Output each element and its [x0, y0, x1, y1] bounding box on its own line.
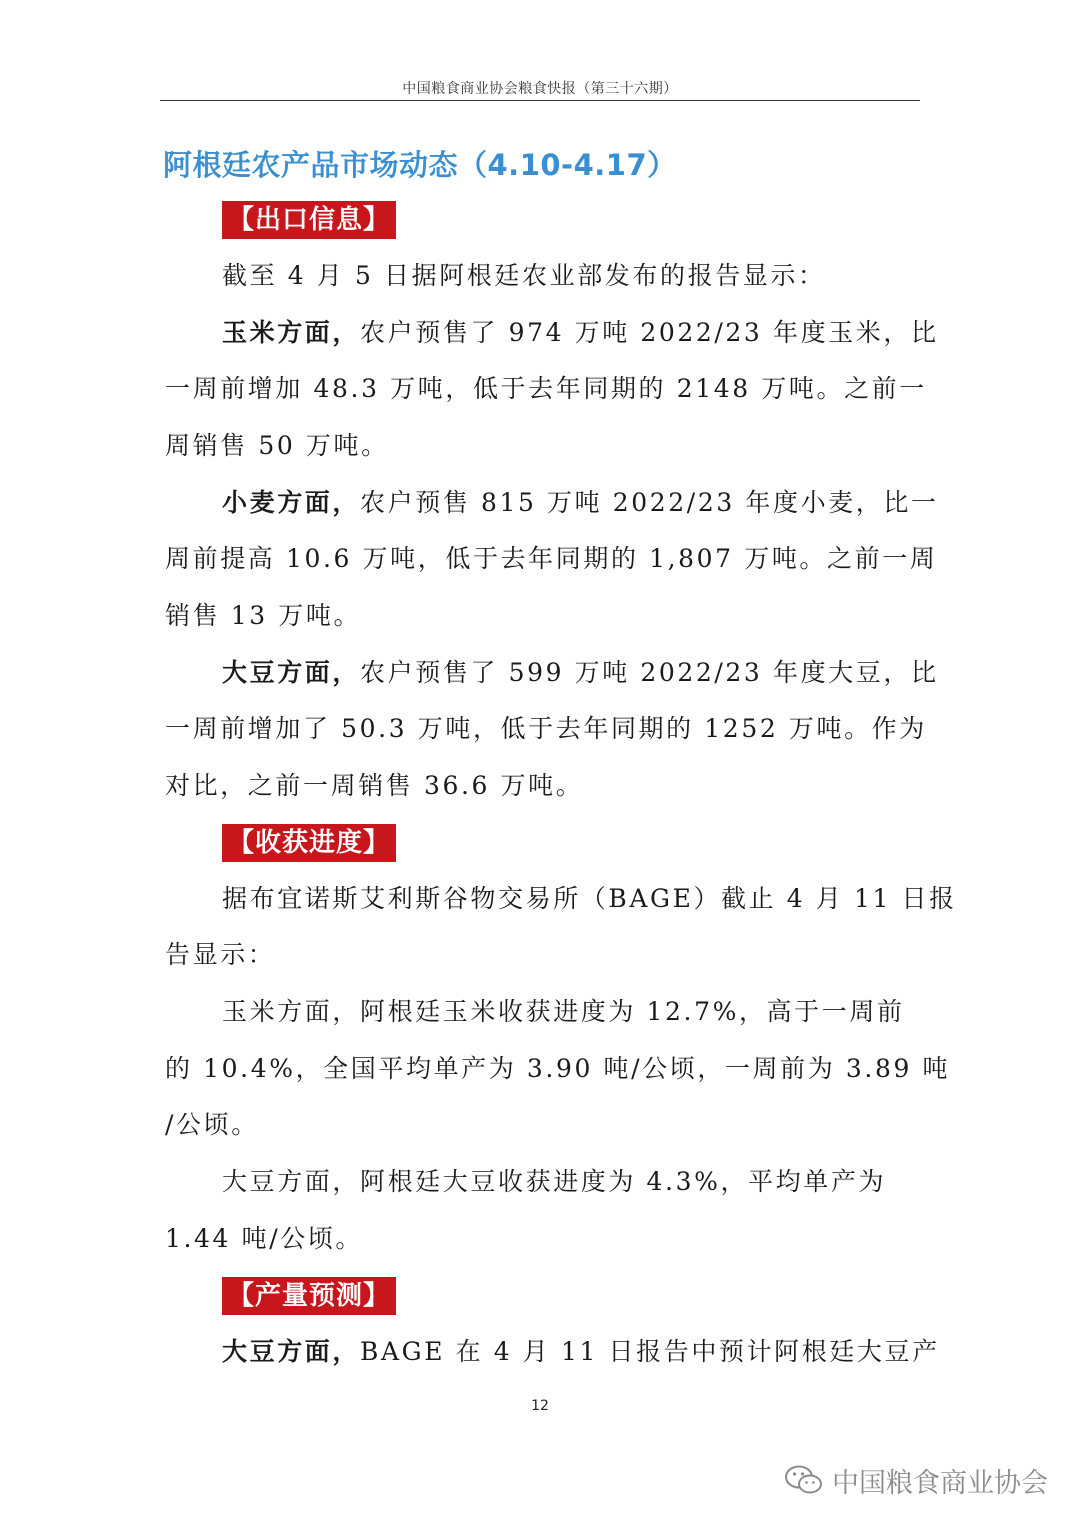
- forecast-soy-label: 大豆方面，: [222, 1337, 361, 1366]
- page-number: 12: [531, 1398, 549, 1414]
- watermark-text: 中国粮食商业协会: [832, 1467, 1048, 1499]
- harvest-corn-line-1: 玉米方面，阿根廷玉米收获进度为 12.7%，高于一周前: [222, 997, 905, 1026]
- section-tag-export: 【出口信息】: [222, 201, 396, 239]
- export-corn-line-1: [222, 316, 939, 350]
- soy-label: 大豆方面，: [222, 658, 361, 687]
- harvest-corn-line-2: 的 10.4%，全国平均单产为 3.90 吨/公顷，一周前为 3.89 吨: [165, 1054, 951, 1083]
- export-intro: 截至 4 月 5 日据阿根廷农业部发布的报告显示：: [222, 261, 826, 290]
- forecast-soy-line-1: [222, 1335, 940, 1369]
- harvest-soy-line-1: 大豆方面，阿根廷大豆收获进度为 4.3%，平均单产为: [222, 1167, 887, 1196]
- harvest-corn-line-3: /公顷。: [165, 1110, 259, 1139]
- corn-label: 玉米方面，: [222, 318, 361, 347]
- header-divider: [160, 100, 920, 101]
- export-soy-line-3: 对比，之前一周销售 36.6 万吨。: [165, 771, 584, 800]
- section-tag-forecast: 【产量预测】: [222, 1277, 396, 1315]
- export-soy-line-2: 一周前增加了 50.3 万吨，低于去年同期的 1252 万吨。作为: [165, 714, 927, 743]
- running-header: 中国粮食商业协会粮食快报（第三十六期）: [402, 81, 678, 97]
- export-wheat-line-2: 周前提高 10.6 万吨，低于去年同期的 1,807 万吨。之前一周: [165, 544, 938, 573]
- harvest-intro-line-2: 告显示：: [165, 940, 276, 969]
- harvest-intro-line-1: 据布宜诺斯艾利斯谷物交易所（BAGE）截止 4 月 11 日报: [222, 884, 957, 913]
- article-title: 阿根廷农产品市场动态（4.10-4.17）: [163, 148, 677, 182]
- wheat-text: 农户预售 815 万吨 2022/23 年度小麦，比一: [360, 488, 939, 517]
- export-soy-line-1: [222, 656, 939, 690]
- export-corn-line-3: 周销售 50 万吨。: [165, 431, 389, 460]
- export-corn-line-2: 一周前增加 48.3 万吨，低于去年同期的 2148 万吨。之前一: [165, 374, 927, 403]
- export-wheat-line-3: 销售 13 万吨。: [165, 601, 362, 630]
- corn-text: 农户预售了 974 万吨 2022/23 年度玉米，比: [360, 318, 939, 347]
- export-wheat-line-1: [222, 486, 939, 520]
- wechat-watermark: [784, 1460, 1048, 1500]
- forecast-soy-text: BAGE 在 4 月 11 日报告中预计阿根廷大豆产: [360, 1337, 940, 1366]
- wheat-label: 小麦方面，: [222, 488, 361, 517]
- soy-text: 农户预售了 599 万吨 2022/23 年度大豆，比: [360, 658, 939, 687]
- wechat-icon: [784, 1464, 824, 1496]
- harvest-soy-line-2: 1.44 吨/公顷。: [165, 1224, 364, 1253]
- section-tag-harvest: 【收获进度】: [222, 824, 396, 862]
